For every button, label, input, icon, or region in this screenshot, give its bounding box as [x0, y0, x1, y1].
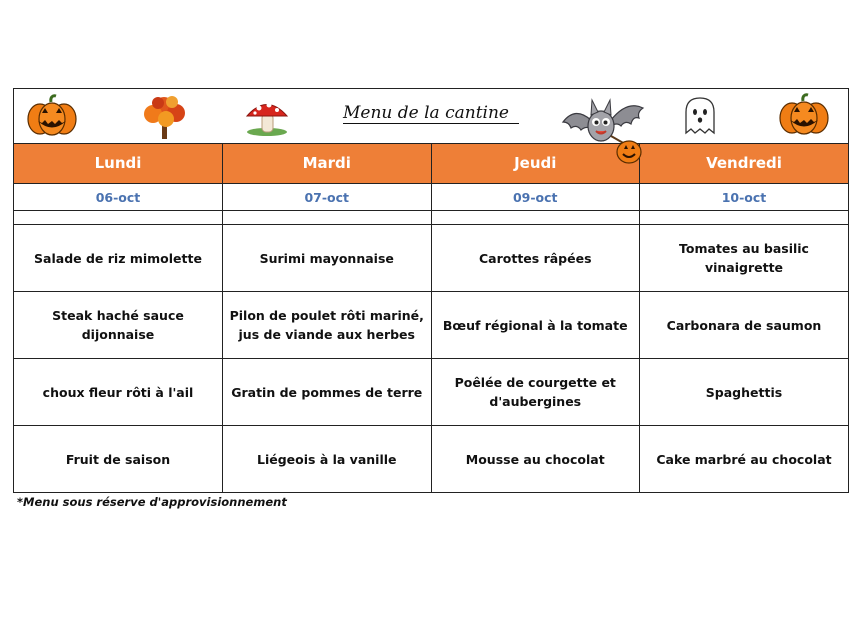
dish-cell: Salade de riz mimolette [14, 225, 223, 292]
dish-cell: Cake marbré au chocolat [640, 426, 849, 493]
dish-cell: Liégeois à la vanille [223, 426, 432, 493]
dessert-row [14, 426, 848, 493]
ghost-icon [680, 95, 720, 137]
pumpkin-icon [778, 93, 830, 137]
date-cell: 07-oct [223, 184, 432, 211]
day-header: Vendredi [640, 144, 849, 184]
date-cell: 06-oct [14, 184, 223, 211]
spacer-cell [640, 211, 849, 225]
day-header: Jeudi [431, 144, 640, 184]
spacer-cell [223, 211, 432, 225]
dish-cell: Carottes râpées [431, 225, 640, 292]
autumn-tree-icon [138, 93, 192, 141]
spacer-cell [431, 211, 640, 225]
dish-cell: Gratin de pommes de terre [223, 359, 432, 426]
menu-frame [13, 88, 849, 493]
mushroom-icon [243, 97, 291, 137]
day-header: Mardi [223, 144, 432, 184]
menu-table [14, 144, 848, 492]
dish-cell: Fruit de saison [14, 426, 223, 493]
side-dish-row [14, 359, 848, 426]
dish-cell: Spaghettis [640, 359, 849, 426]
dish-cell: Surimi mayonnaise [223, 225, 432, 292]
page-title: Menu de la cantine [343, 103, 519, 124]
date-cell: 09-oct [431, 184, 640, 211]
dish-cell: Tomates au basilic vinaigrette [640, 225, 849, 292]
dish-cell: Pilon de poulet rôti mariné, jus de viande aux herbes [223, 292, 432, 359]
dish-cell: Steak haché sauce dijonnaise [14, 292, 223, 359]
supply-disclaimer: *Menu sous réserve d'approvisionnement [17, 495, 287, 509]
date-cell: 10-oct [640, 184, 849, 211]
date-row [14, 184, 848, 211]
day-header-row [14, 144, 848, 184]
dish-cell: Poêlée de courgette et d'aubergines [431, 359, 640, 426]
dish-cell: Bœuf régional à la tomate [431, 292, 640, 359]
main-course-row [14, 292, 848, 359]
menu-banner [14, 89, 848, 144]
starter-row [14, 225, 848, 292]
pumpkin-icon [26, 94, 78, 138]
day-header: Lundi [14, 144, 223, 184]
dish-cell: Mousse au chocolat [431, 426, 640, 493]
dish-cell: choux fleur rôti à l'ail [14, 359, 223, 426]
dish-cell: Carbonara de saumon [640, 292, 849, 359]
spacer-cell [14, 211, 223, 225]
spacer-row [14, 211, 848, 225]
bat-icon [561, 92, 645, 168]
